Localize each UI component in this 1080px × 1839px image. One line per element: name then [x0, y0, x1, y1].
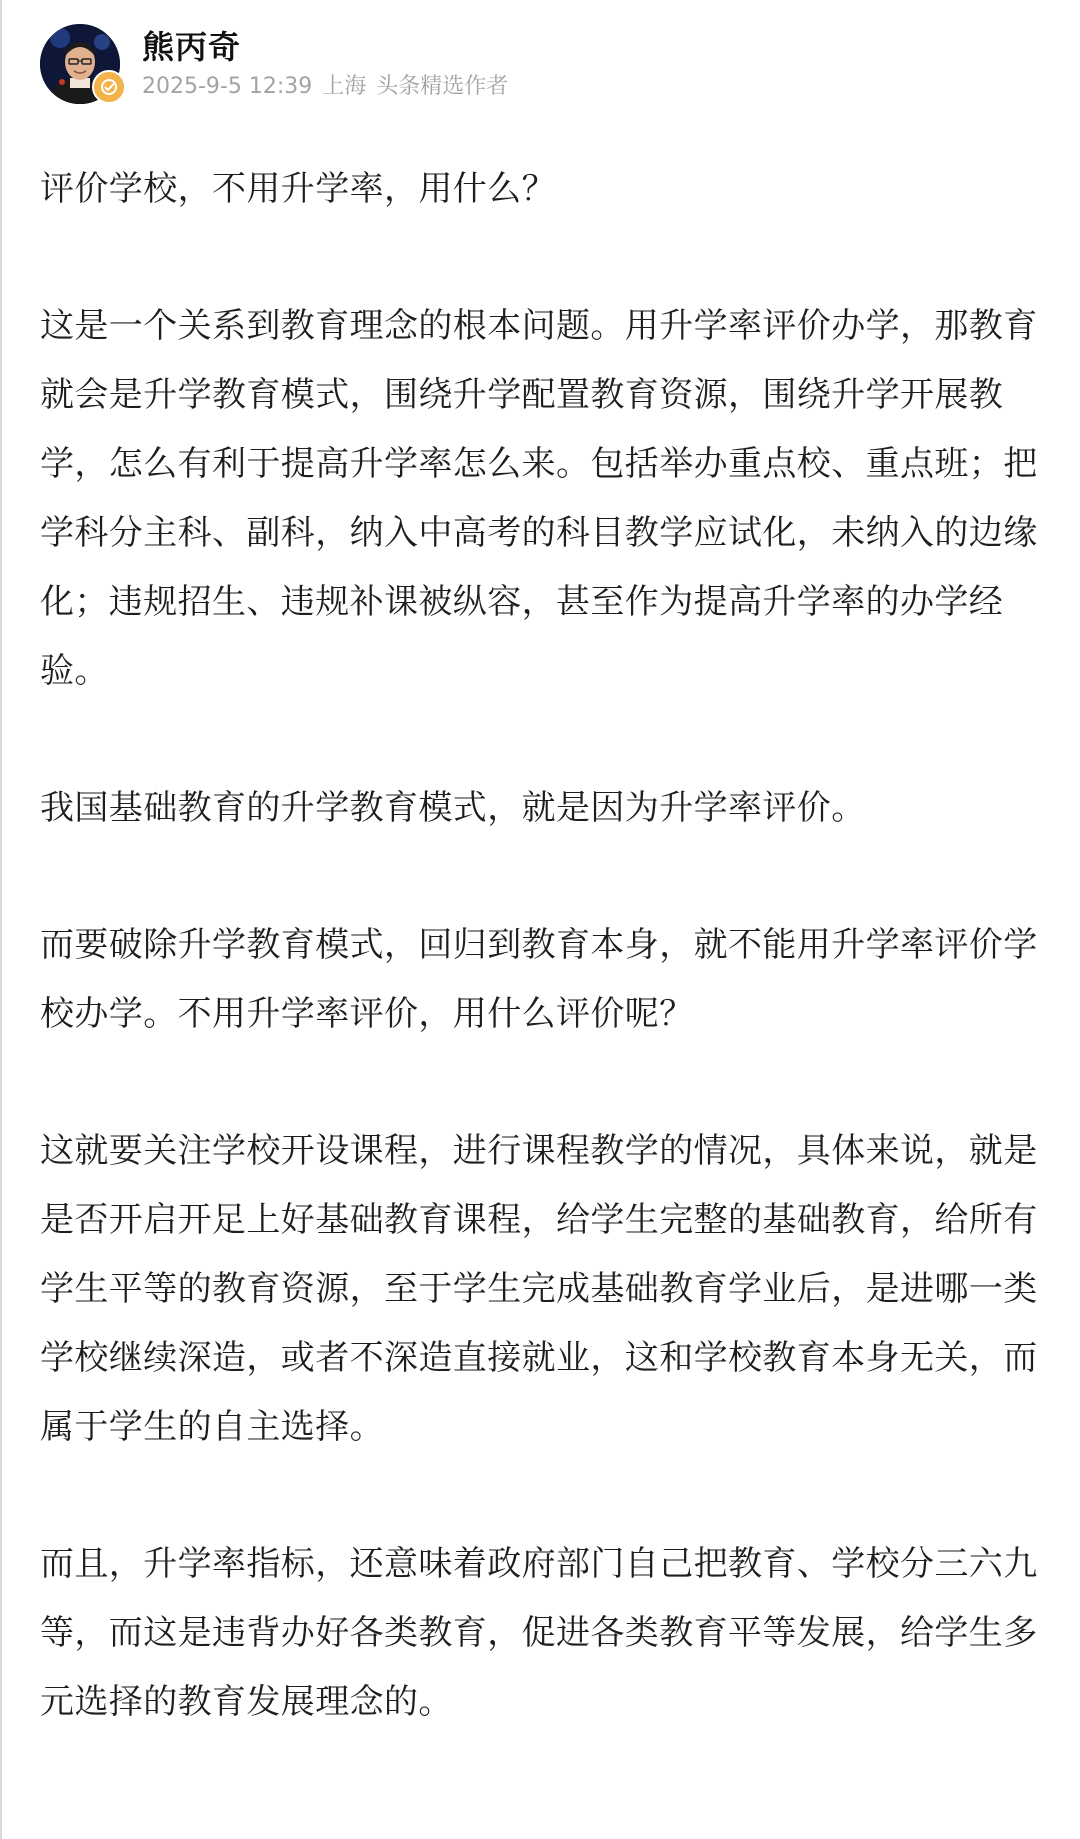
- author-badge-text: 头条精选作者: [376, 74, 509, 99]
- article-paragraph: 而且，升学率指标，还意味着政府部门自己把教育、学校分三六九等，而这是违背办好各类教育，促进各类教育平等发展，给学生多元选择的教育发展理念的。: [40, 1544, 1038, 1722]
- post-location: 上海: [322, 74, 367, 99]
- article-paragraph: 而要破除升学教育模式，回归到教育本身，就不能用升学率评价学校办学。不用升学率评价，用什么评价呢？: [40, 925, 1038, 1034]
- article-paragraph: 评价学校，不用升学率，用什么？: [40, 169, 556, 209]
- article-body: [40, 155, 1050, 1737]
- article-paragraph: 我国基础教育的升学教育模式，就是因为升学率评价。: [40, 788, 866, 828]
- article-paragraph: 这是一个关系到教育理念的根本问题。用升学率评价办学，那教育就会是升学教育模式，围绕升学配置教育资源，围绕升学开展教学，怎么有利于提高升学率怎么来。包括举办重点校、重点班；把学科分主科、副科，纳入中高考的科目教学应试化，未纳入的边缘化；违规招生、违规补课被纵容，甚至作为提高升学率的办学经验。: [40, 306, 1038, 691]
- author-avatar-container[interactable]: [40, 24, 120, 104]
- post-header: [40, 22, 518, 106]
- author-name[interactable]: 熊丙奇: [142, 28, 242, 66]
- verified-badge-icon: [92, 70, 126, 104]
- post-datetime: 2025-9-5 12:39: [142, 74, 313, 99]
- article-paragraph: 这就要关注学校开设课程，进行课程教学的情况，具体来说，就是是否开启开足上好基础教育课程，给学生完整的基础教育，给所有学生平等的教育资源，至于学生完成基础教育学业后，是进哪一类学校继续深造，或者不深造直接就业，这和学校教育本身无关，而属于学生的自主选择。: [40, 1131, 1038, 1447]
- post-meta: [142, 73, 518, 101]
- page-left-border: [0, 0, 2, 1839]
- author-info: [142, 27, 518, 101]
